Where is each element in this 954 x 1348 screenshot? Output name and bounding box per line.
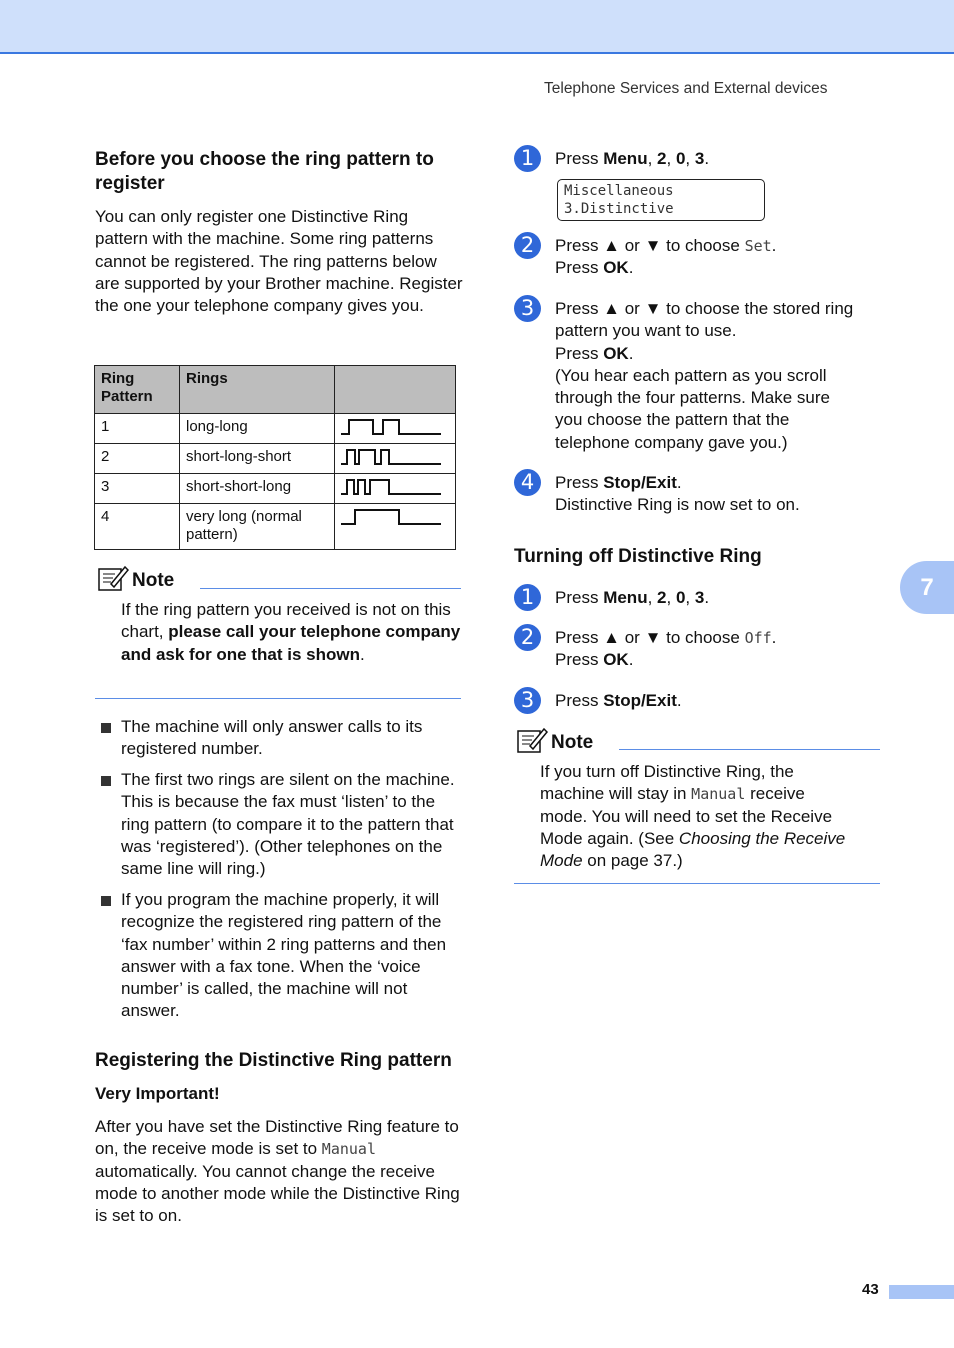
section-body: You can only register one Distinctive Ring pattern with the machine. Some ring patterns cannot be registered. The ring patterns below are supported by your Brother machine. Register the one your telephone company gives you. bbox=[95, 207, 463, 316]
note-text: mode. You will need to set the Receive bbox=[540, 806, 833, 826]
step-text: Press ▲ or ▼ to choose the stored ring pattern you want to use. Press OK. (You hear each pattern as you scroll through the four patterns. Make sure you choose the pattern that the telephone company gave you.) bbox=[555, 299, 854, 452]
row-rings: long-long bbox=[180, 414, 335, 444]
section-title: Registering the Distinctive Ring pattern bbox=[95, 1050, 452, 1071]
ring-pattern-table bbox=[94, 365, 456, 550]
step-number-badge: 1 bbox=[514, 145, 541, 172]
row-number: 1 bbox=[95, 414, 180, 444]
step-number-badge: 4 bbox=[514, 469, 541, 496]
note-title: Note bbox=[551, 732, 594, 753]
list-item bbox=[101, 889, 463, 1023]
note-body bbox=[121, 599, 461, 666]
very-important-heading: Very Important! bbox=[95, 1084, 220, 1103]
table-row bbox=[95, 414, 456, 444]
ring-waveform-short-long-short bbox=[335, 444, 456, 474]
step-text: Press Stop/Exit. bbox=[555, 691, 682, 710]
bullet-square-icon bbox=[101, 896, 111, 906]
body-text: automatically. You cannot change the receive mode to another mode while the Distinctive Ring is set to on. bbox=[95, 1161, 460, 1226]
body-text: After you have set the Distinctive Ring feature to on, the receive mode is set to bbox=[95, 1117, 459, 1159]
step-number-badge: 2 bbox=[514, 232, 541, 259]
ring-waveform-long-long bbox=[335, 414, 456, 444]
page-number: 43 bbox=[862, 1281, 879, 1298]
step-number-badge: 2 bbox=[514, 624, 541, 651]
note-pencil-icon bbox=[516, 726, 548, 754]
step-text: Press ▲ or ▼ to choose Off. Press OK. bbox=[555, 628, 777, 670]
note-bottom-rule bbox=[95, 698, 461, 699]
bullet-square-icon bbox=[101, 723, 111, 733]
note-pencil-icon bbox=[97, 564, 129, 592]
section-title: Turning off Distinctive Ring bbox=[514, 546, 762, 567]
list-item bbox=[101, 716, 463, 761]
note-title: Note bbox=[132, 570, 175, 591]
step-number-badge: 3 bbox=[514, 295, 541, 322]
table-row bbox=[95, 474, 456, 504]
header-waveform bbox=[335, 366, 456, 414]
bullet-text: The machine will only answer calls to its registered number. bbox=[121, 717, 423, 759]
section-title: Before you choose the ring pattern to register bbox=[95, 149, 434, 194]
bullet-text: The first two rings are silent on the machine. This is because the fax must ‘listen’ to the ring pattern (to compare it to the pattern that was ‘registered’). (Other telephones on the same line will ring.) bbox=[121, 770, 455, 879]
row-number: 4 bbox=[95, 504, 180, 550]
table-row bbox=[95, 504, 456, 550]
note-top-rule bbox=[200, 588, 461, 589]
step-text: Press ▲ or ▼ to choose Set. Press OK. bbox=[555, 236, 777, 278]
header-rings: Rings bbox=[180, 366, 335, 414]
row-rings: short-short-long bbox=[180, 474, 335, 504]
row-rings: short-long-short bbox=[180, 444, 335, 474]
section-turning-off bbox=[514, 545, 762, 569]
note-text: If you turn off Distinctive Ring, the bbox=[540, 762, 794, 781]
note-top-rule bbox=[619, 749, 880, 750]
step-text: Press Menu, 2, 0, 3. bbox=[555, 588, 710, 607]
note-bottom-rule bbox=[514, 883, 880, 884]
note-body bbox=[540, 761, 885, 872]
chapter-tab: 7 bbox=[900, 561, 954, 614]
body-mono: Manual bbox=[321, 1140, 376, 1159]
running-header: Telephone Services and External devices bbox=[544, 80, 828, 97]
note-text: Mode again. (See Choosing the Receive bbox=[540, 828, 846, 848]
section-registering bbox=[95, 1049, 465, 1227]
ring-waveform-very-long bbox=[335, 504, 456, 550]
step-text: Press Stop/Exit. Distinctive Ring is now set to on. bbox=[555, 473, 800, 515]
note-text-end: . bbox=[359, 644, 365, 664]
note-text: machine will stay in Manual receive bbox=[540, 784, 805, 804]
lcd-line-1: Miscellaneous bbox=[564, 183, 674, 199]
note-header bbox=[97, 564, 174, 592]
table-row bbox=[95, 444, 456, 474]
row-number: 3 bbox=[95, 474, 180, 504]
step-text: Press Menu, 2, 0, 3. bbox=[555, 149, 710, 168]
note-text: Mode on page 37.) bbox=[540, 851, 683, 871]
step-number-badge: 3 bbox=[514, 687, 541, 714]
top-header-bar bbox=[0, 0, 954, 54]
note-text: If the ring pattern you received is not on this chart, bbox=[121, 600, 451, 642]
ring-waveform-short-short-long bbox=[335, 474, 456, 504]
note-text-bold: please call your telephone company and ask for one that is shown bbox=[121, 622, 461, 664]
lcd-display bbox=[557, 179, 765, 221]
row-rings: very long (normal pattern) bbox=[180, 504, 335, 550]
section-before-choose bbox=[95, 148, 465, 317]
header-ring-pattern: Ring Pattern bbox=[95, 366, 180, 414]
note-header bbox=[516, 726, 593, 754]
bullet-text: If you program the machine properly, it will recognize the registered ring pattern of the ‘fax number’ within 2 ring patterns and then answer with a fax tone. When the ‘voice number’ is called, the machine will not answer. bbox=[121, 890, 447, 1021]
list-item bbox=[101, 769, 463, 880]
bullet-square-icon bbox=[101, 776, 111, 786]
row-number: 2 bbox=[95, 444, 180, 474]
lcd-line-2: 3.Distinctive bbox=[564, 201, 674, 217]
page-number-bar bbox=[889, 1285, 954, 1299]
step-number-badge: 1 bbox=[514, 584, 541, 611]
section-body bbox=[95, 1116, 465, 1227]
